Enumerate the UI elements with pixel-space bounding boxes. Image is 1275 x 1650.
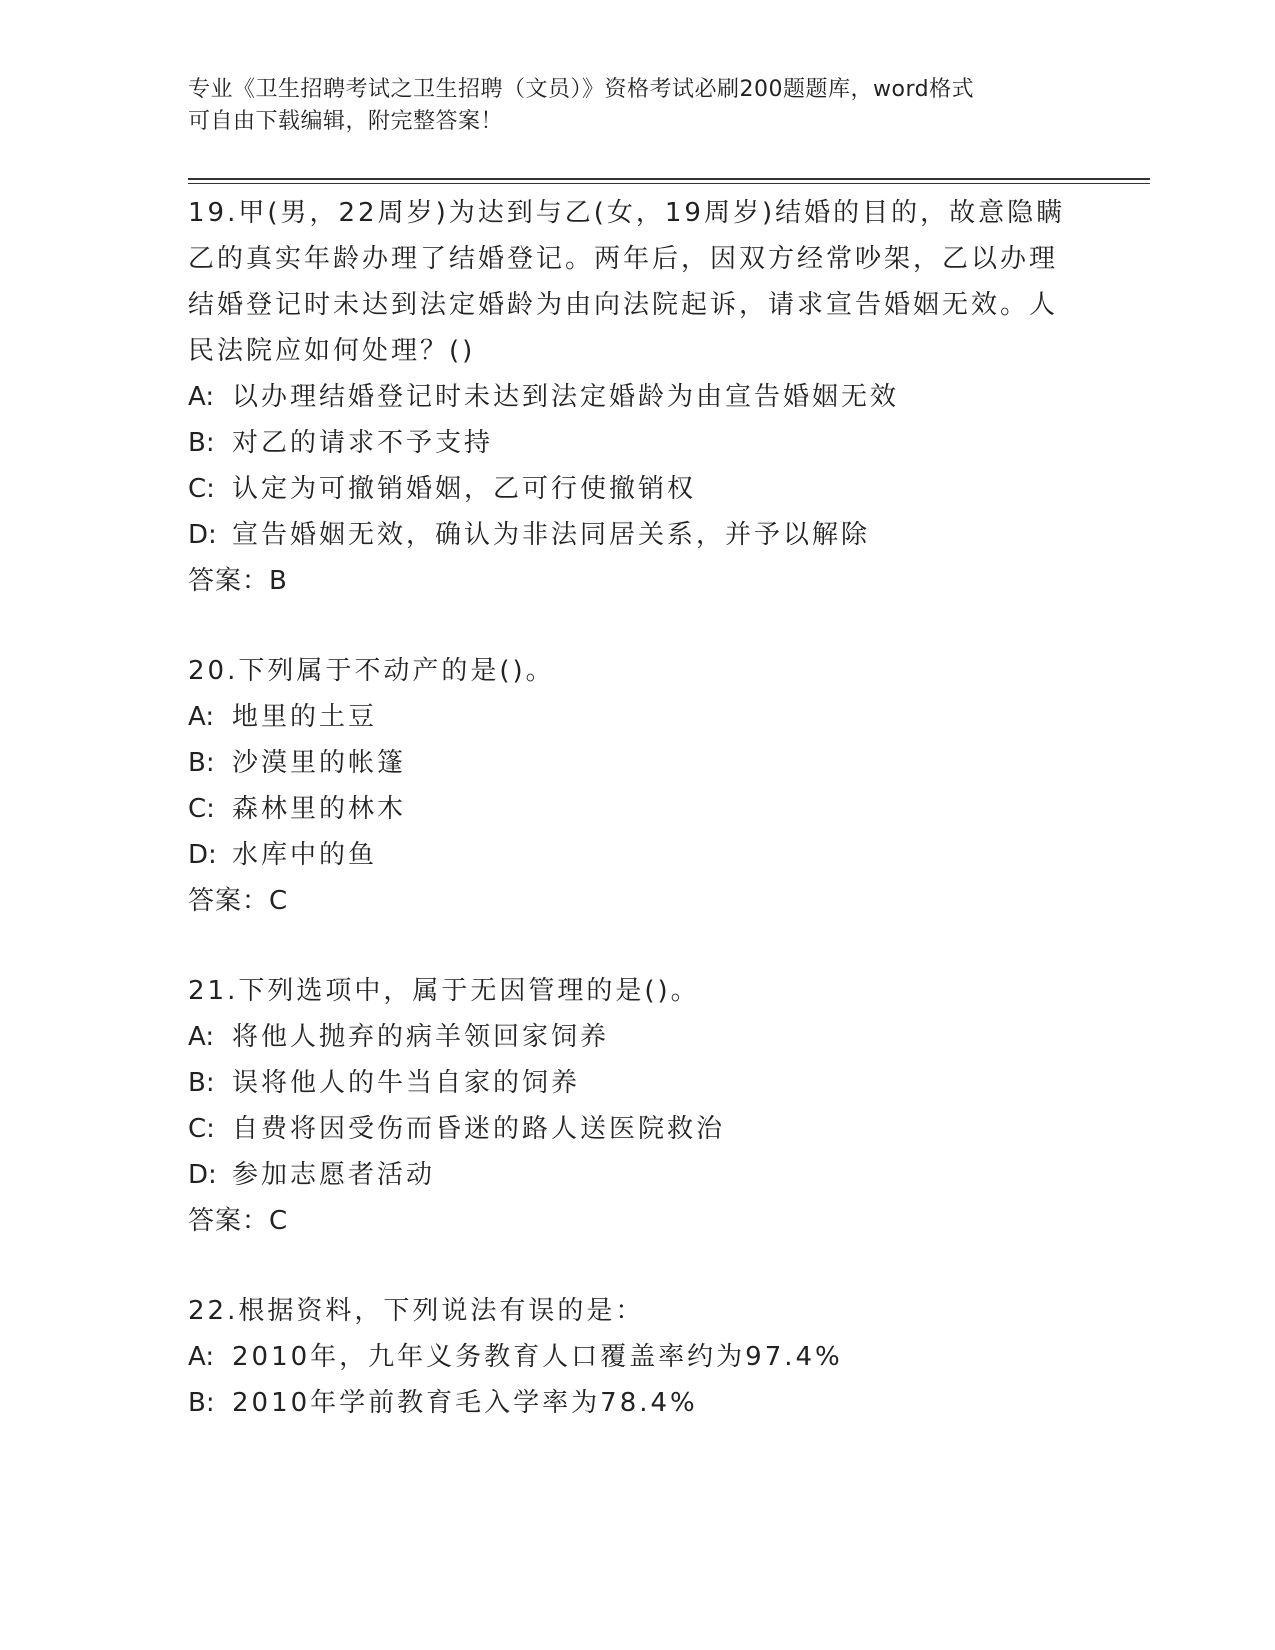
option-c (188, 466, 1068, 512)
spacer (188, 604, 1068, 648)
option-key: C: (188, 474, 215, 504)
option-key: B: (188, 428, 215, 458)
spacer (188, 1244, 1068, 1288)
option-text: 宣告婚姻无效，确认为非法同居关系，并予以解除 (232, 520, 871, 550)
option-text: 以办理结婚登记时未达到法定婚龄为由宣告婚姻无效 (232, 382, 900, 412)
option-a (188, 694, 1068, 740)
option-text: 地里的土豆 (232, 702, 378, 732)
option-key: B: (188, 748, 215, 778)
option-text: 自费将因受伤而昏迷的路人送医院救治 (232, 1114, 726, 1144)
option-text: 对乙的请求不予支持 (232, 428, 494, 458)
option-text: 水库中的鱼 (232, 840, 378, 870)
document-header (188, 74, 1088, 138)
header-line-1: 专业《卫生招聘考试之卫生招聘（文员）》资格考试必刷200题题库，word格式 (188, 77, 975, 102)
option-text: 认定为可撤销婚姻，乙可行使撤销权 (232, 474, 697, 504)
option-text: 2010年学前教育毛入学率为78.4% (232, 1388, 698, 1418)
option-key: D: (188, 1160, 217, 1190)
option-key: A: (188, 1022, 215, 1052)
option-text: 2010年，九年义务教育人口覆盖率约为97.4% (232, 1342, 843, 1372)
answer-line: 答案：B (188, 566, 288, 596)
option-text: 参加志愿者活动 (232, 1160, 436, 1190)
question-stem: 19.甲(男，22周岁)为达到与乙(女，19周岁)结婚的目的，故意隐瞒乙的真实年龄办理了结婚登记。两年后，因双方经常吵架，乙以办理结婚登记时未达到法定婚龄为由向法院起诉，请求宣告婚姻无效。人民法院应如何处理？() (188, 198, 1066, 366)
option-b (188, 1380, 1068, 1426)
option-key: D: (188, 840, 217, 870)
header-divider-thin (188, 183, 1150, 184)
question-22 (188, 1288, 1068, 1426)
option-key: C: (188, 1114, 215, 1144)
question-19 (188, 190, 1068, 604)
option-a (188, 1334, 1068, 1380)
question-stem: 20.下列属于不动产的是()。 (188, 656, 555, 686)
question-list (188, 190, 1068, 1426)
question-stem: 21.下列选项中，属于无因管理的是()。 (188, 976, 700, 1006)
option-key: C: (188, 794, 215, 824)
option-key: A: (188, 1342, 215, 1372)
option-b (188, 740, 1068, 786)
option-d (188, 832, 1068, 878)
option-key: A: (188, 382, 215, 412)
option-key: B: (188, 1388, 215, 1418)
question-stem: 22.根据资料，下列说法有误的是： (188, 1296, 645, 1326)
option-b (188, 420, 1068, 466)
answer-line: 答案：C (188, 886, 289, 916)
option-a (188, 1014, 1068, 1060)
option-key: B: (188, 1068, 215, 1098)
option-d (188, 512, 1068, 558)
option-key: D: (188, 520, 217, 550)
answer-line: 答案：C (188, 1206, 289, 1236)
option-d (188, 1152, 1068, 1198)
header-line-2: 可自由下载编辑，附完整答案！ (188, 109, 504, 134)
option-b (188, 1060, 1068, 1106)
option-a (188, 374, 1068, 420)
question-21 (188, 968, 1068, 1244)
option-text: 将他人抛弃的病羊领回家饲养 (232, 1022, 610, 1052)
option-text: 森林里的林木 (232, 794, 407, 824)
option-c (188, 786, 1068, 832)
option-c (188, 1106, 1068, 1152)
question-20 (188, 648, 1068, 924)
option-text: 误将他人的牛当自家的饲养 (232, 1068, 581, 1098)
option-text: 沙漠里的帐篷 (232, 748, 407, 778)
header-divider-thick (188, 178, 1150, 180)
option-key: A: (188, 702, 215, 732)
spacer (188, 924, 1068, 968)
